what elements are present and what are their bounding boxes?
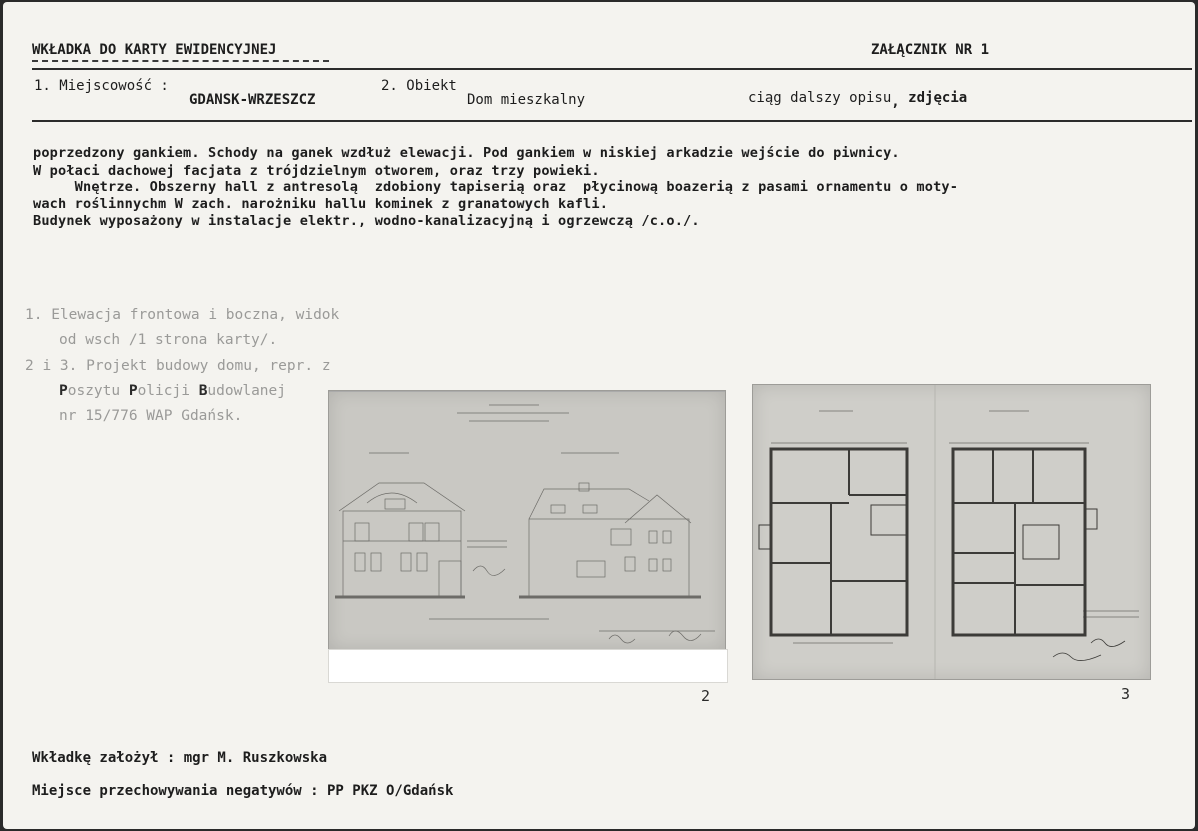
photos-label: zdjęcia <box>908 90 968 106</box>
photo-list-item-2c: nr 15/776 WAP Gdańsk. <box>59 408 243 424</box>
photo-floor-plans <box>752 384 1151 680</box>
floor-plans-image <box>753 385 1150 679</box>
header-rule-top <box>32 68 1192 70</box>
photo-list-item-2b <box>59 383 286 399</box>
photo-list-item-1a: 1. Elewacja frontowa i boczna, widok <box>25 307 340 323</box>
continuation-label <box>748 90 968 110</box>
photo-list-initial-p1: P <box>59 383 68 399</box>
description-line-3: Wnętrze. Obszerny hall z antresolą zdobiony tapiserią oraz płycinową boazerią z pasami ornamentu o moty- <box>33 179 959 195</box>
card-title: WKŁADKA DO KARTY EWIDENCYJNEJ <box>32 42 277 58</box>
description-line-4: wach roślinnychm W zach. narożniku hallu kominek z granatowych kafli. <box>33 196 609 212</box>
title-underline <box>32 60 329 62</box>
negatives-location: Miejsce przechowywania negatywów : PP PKZ O/Gdańsk <box>32 783 454 799</box>
photo-list-initial-p2: P <box>128 383 138 399</box>
photo-list-item-1b: od wsch /1 strona karty/. <box>59 332 278 348</box>
photo-elevation-drawing <box>328 390 726 651</box>
created-by: Wkładkę założył : mgr M. Ruszkowska <box>32 750 328 766</box>
header-rule-bottom <box>32 120 1192 122</box>
continuation-text: ciąg dalszy opisu <box>748 90 892 106</box>
photo-list-initial-b: B <box>198 383 208 399</box>
locality-label: 1. Miejscowość : <box>34 78 169 94</box>
photo-list-item-2-num: 2 <box>25 358 34 374</box>
photo-list-word-2: olicji <box>137 383 199 399</box>
photo-number-3: 3 <box>1121 685 1131 703</box>
attachment-label: ZAŁĄCZNIK NR 1 <box>871 42 990 58</box>
photo-list-item-2a <box>25 358 331 374</box>
object-value: Dom mieszkalny <box>467 92 586 108</box>
photo-list-word-3: udowlanej <box>207 383 286 399</box>
continuation-comma: , <box>891 94 900 110</box>
locality-value: GDANSK-WRZESZCZ <box>189 92 316 108</box>
elevation-drawing-image <box>329 391 725 650</box>
photo-list-item-2-text: i 3. Projekt budowy domu, repr. z <box>33 358 331 374</box>
description-line-1: poprzedzony gankiem. Schody na ganek wzdłuż elewacji. Pod gankiem w niskiej arkadzie wejście do piwnicy. <box>33 145 900 161</box>
description-line-5: Budynek wyposażony w instalacje elektr., wodno-kanalizacyjną i ogrzewczą /c.o./. <box>33 213 700 229</box>
record-card <box>3 2 1195 829</box>
photo-elevation-lower-margin <box>328 649 728 683</box>
object-label: 2. Obiekt <box>381 78 457 94</box>
description-line-2: W połaci dachowej facjata z trójdzielnym otworem, oraz trzy powieki. <box>33 163 600 179</box>
photo-list-word-1: oszytu <box>67 383 129 399</box>
photo-number-2: 2 <box>701 687 711 705</box>
